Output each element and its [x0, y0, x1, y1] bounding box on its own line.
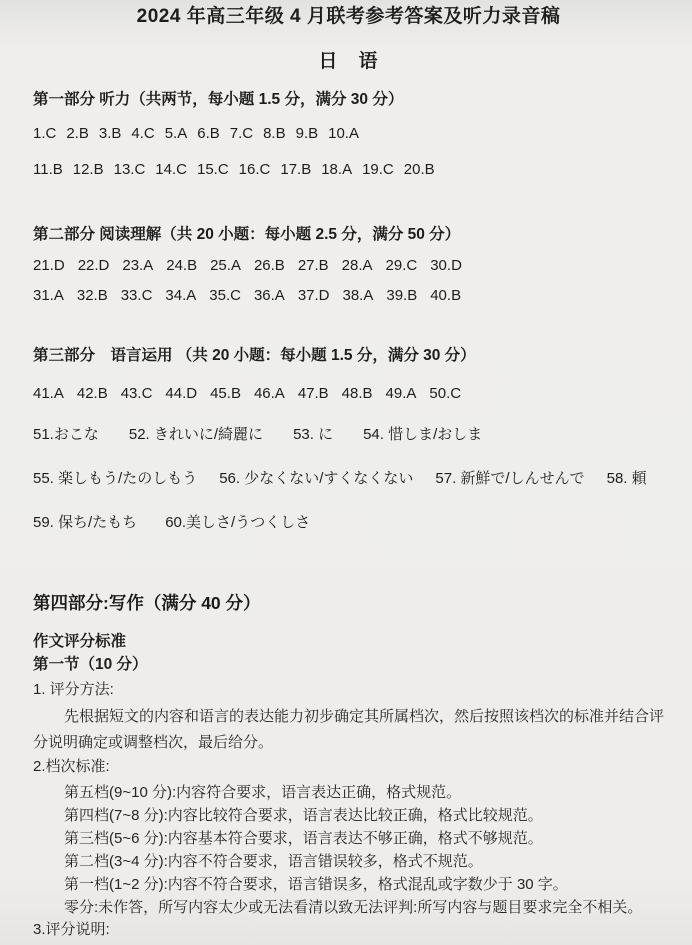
- answer-item: 42.B: [76, 385, 108, 402]
- subject-title: 日 语: [318, 51, 379, 72]
- answer-item: 24.B: [166, 257, 198, 274]
- answer-item: 37.D: [297, 287, 330, 304]
- reading-answers-row-2: [33, 287, 664, 305]
- answer-item: 36.A: [253, 287, 285, 304]
- answer-item: 18.A: [321, 161, 353, 178]
- answer-item: 11.B: [33, 161, 63, 178]
- document-title: 2024 年高三年级 4 月联考参考答案及听力录音稿: [136, 6, 561, 27]
- answer-item: 12.B: [72, 161, 104, 178]
- answer-item: 4.C: [131, 125, 155, 142]
- answer-item: 25.A: [210, 257, 241, 274]
- grade-standard-list: [33, 781, 664, 919]
- answer-item: 58. 頼: [606, 470, 647, 487]
- section-2-heading: 第二部分 阅读理解（共 20 小题：每小题 2.5 分，满分 50 分）: [33, 226, 461, 243]
- answer-item: 41.A: [33, 385, 64, 402]
- reading-answers-row-1: [33, 257, 664, 275]
- answer-item: 32.B: [76, 287, 108, 304]
- fill-answers-row-2: [33, 470, 664, 488]
- answer-item: 40.B: [430, 287, 462, 304]
- answer-item: 26.B: [253, 257, 285, 274]
- grade-line: 第二档(3~4 分):内容不符合要求，语言错误较多，格式不规范。: [64, 853, 483, 870]
- answer-item: 30.D: [430, 257, 462, 274]
- scoring-method-label: 1. 评分方法:: [33, 681, 114, 698]
- answer-item: 7.C: [229, 125, 254, 142]
- answer-item: 6.B: [197, 125, 220, 142]
- answer-item: 59. 保ち/たもち: [33, 514, 138, 531]
- answer-item: 31.A: [33, 287, 64, 304]
- answer-item: 34.A: [165, 287, 197, 304]
- answer-item: 44.D: [165, 385, 198, 402]
- answer-item: 2.B: [66, 125, 89, 142]
- grade-line: 第五档(9~10 分):内容符合要求，语言表达正确，格式规范。: [64, 784, 462, 801]
- answer-item: 50.C: [429, 385, 462, 402]
- answer-item: 48.B: [341, 385, 373, 402]
- answer-item: 13.C: [113, 161, 146, 178]
- answer-item: 60.美しさ/うつくしさ: [165, 514, 311, 531]
- answer-item: 21.D: [33, 257, 65, 274]
- answer-item: 20.B: [403, 161, 435, 178]
- answer-item: 35.C: [209, 287, 241, 304]
- listening-answers-row-1: [33, 125, 664, 143]
- grade-line: 第四档(7~8 分):内容比较符合要求，语言表达比较正确，格式比较规范。: [64, 807, 543, 824]
- answer-item: 15.C: [196, 161, 229, 178]
- answer-item: 5.A: [164, 125, 188, 142]
- scoring-notes-label: 3.评分说明:: [33, 921, 110, 938]
- answer-item: 22.D: [77, 257, 110, 274]
- answer-item: 19.C: [362, 161, 394, 178]
- answer-item: 53. に: [293, 426, 334, 443]
- answer-item: 8.B: [263, 125, 286, 142]
- answer-item: 52. きれいに/綺麗に: [128, 426, 264, 443]
- language-answers-row: [33, 385, 664, 403]
- answer-item: 43.C: [120, 385, 153, 402]
- writing-part1-heading: 第一节（10 分）: [33, 656, 148, 673]
- answer-item: 1.C: [33, 125, 57, 142]
- answer-item: 28.A: [341, 257, 373, 274]
- grade-line: 第一档(1~2 分):内容不符合要求，语言错误多，格式混乱或字数少于 30 字。: [64, 876, 568, 893]
- answer-item: 33.C: [120, 287, 153, 304]
- answer-item: 16.C: [238, 161, 271, 178]
- answer-item: 49.A: [385, 385, 417, 402]
- answer-item: 29.C: [385, 257, 418, 274]
- grade-line: 零分:未作答，所写内容太少或无法看清以致无法评判:所写内容与题目要求完全不相关。: [64, 899, 643, 916]
- section-3-heading: 第三部分 语言运用 （共 20 小题：每小题 1.5 分，满分 30 分）: [33, 347, 476, 364]
- listening-answers-row-2: [33, 161, 664, 179]
- answer-item: 51.おこな: [33, 426, 99, 443]
- answer-item: 38.A: [342, 287, 374, 304]
- fill-answers-row-1: [33, 426, 664, 444]
- answer-item: 39.B: [386, 287, 418, 304]
- answer-item: 46.A: [253, 385, 285, 402]
- answer-item: 10.A: [328, 125, 359, 142]
- answer-item: 23.A: [122, 257, 154, 274]
- section-1-heading: 第一部分 听力（共两节，每小题 1.5 分，满分 30 分）: [33, 91, 404, 108]
- answer-item: 54. 惜しま/おしま: [363, 426, 483, 443]
- fill-answers-row-3: [33, 514, 664, 532]
- scoring-method-text: 先根据短文的内容和语言的表达能力初步确定其所属档次，然后按照该档次的标准并结合评分说明确定或调整档次，最后给分。: [33, 708, 665, 751]
- answer-item: 9.B: [295, 125, 319, 142]
- writing-criteria-heading: 作文评分标准: [33, 633, 127, 650]
- answer-item: 45.B: [210, 385, 241, 402]
- answer-item: 55. 楽しもう/たのしもう: [33, 470, 198, 487]
- grade-line: 第三档(5~6 分):内容基本符合要求，语言表达不够正确，格式不够规范。: [64, 830, 543, 847]
- answer-item: 56. 少なくない/すくなくない: [219, 470, 414, 487]
- answer-item: 47.B: [297, 385, 329, 402]
- answer-item: 14.C: [155, 161, 187, 178]
- section-4-heading: 第四部分:写作（满分 40 分）: [33, 593, 261, 613]
- answer-item: 17.B: [280, 161, 312, 178]
- answer-item: 3.B: [98, 125, 122, 142]
- answer-item: 57. 新鮮で/しんせんで: [435, 470, 585, 487]
- grade-standard-label: 2.档次标准:: [33, 758, 110, 775]
- answer-item: 27.B: [297, 257, 329, 274]
